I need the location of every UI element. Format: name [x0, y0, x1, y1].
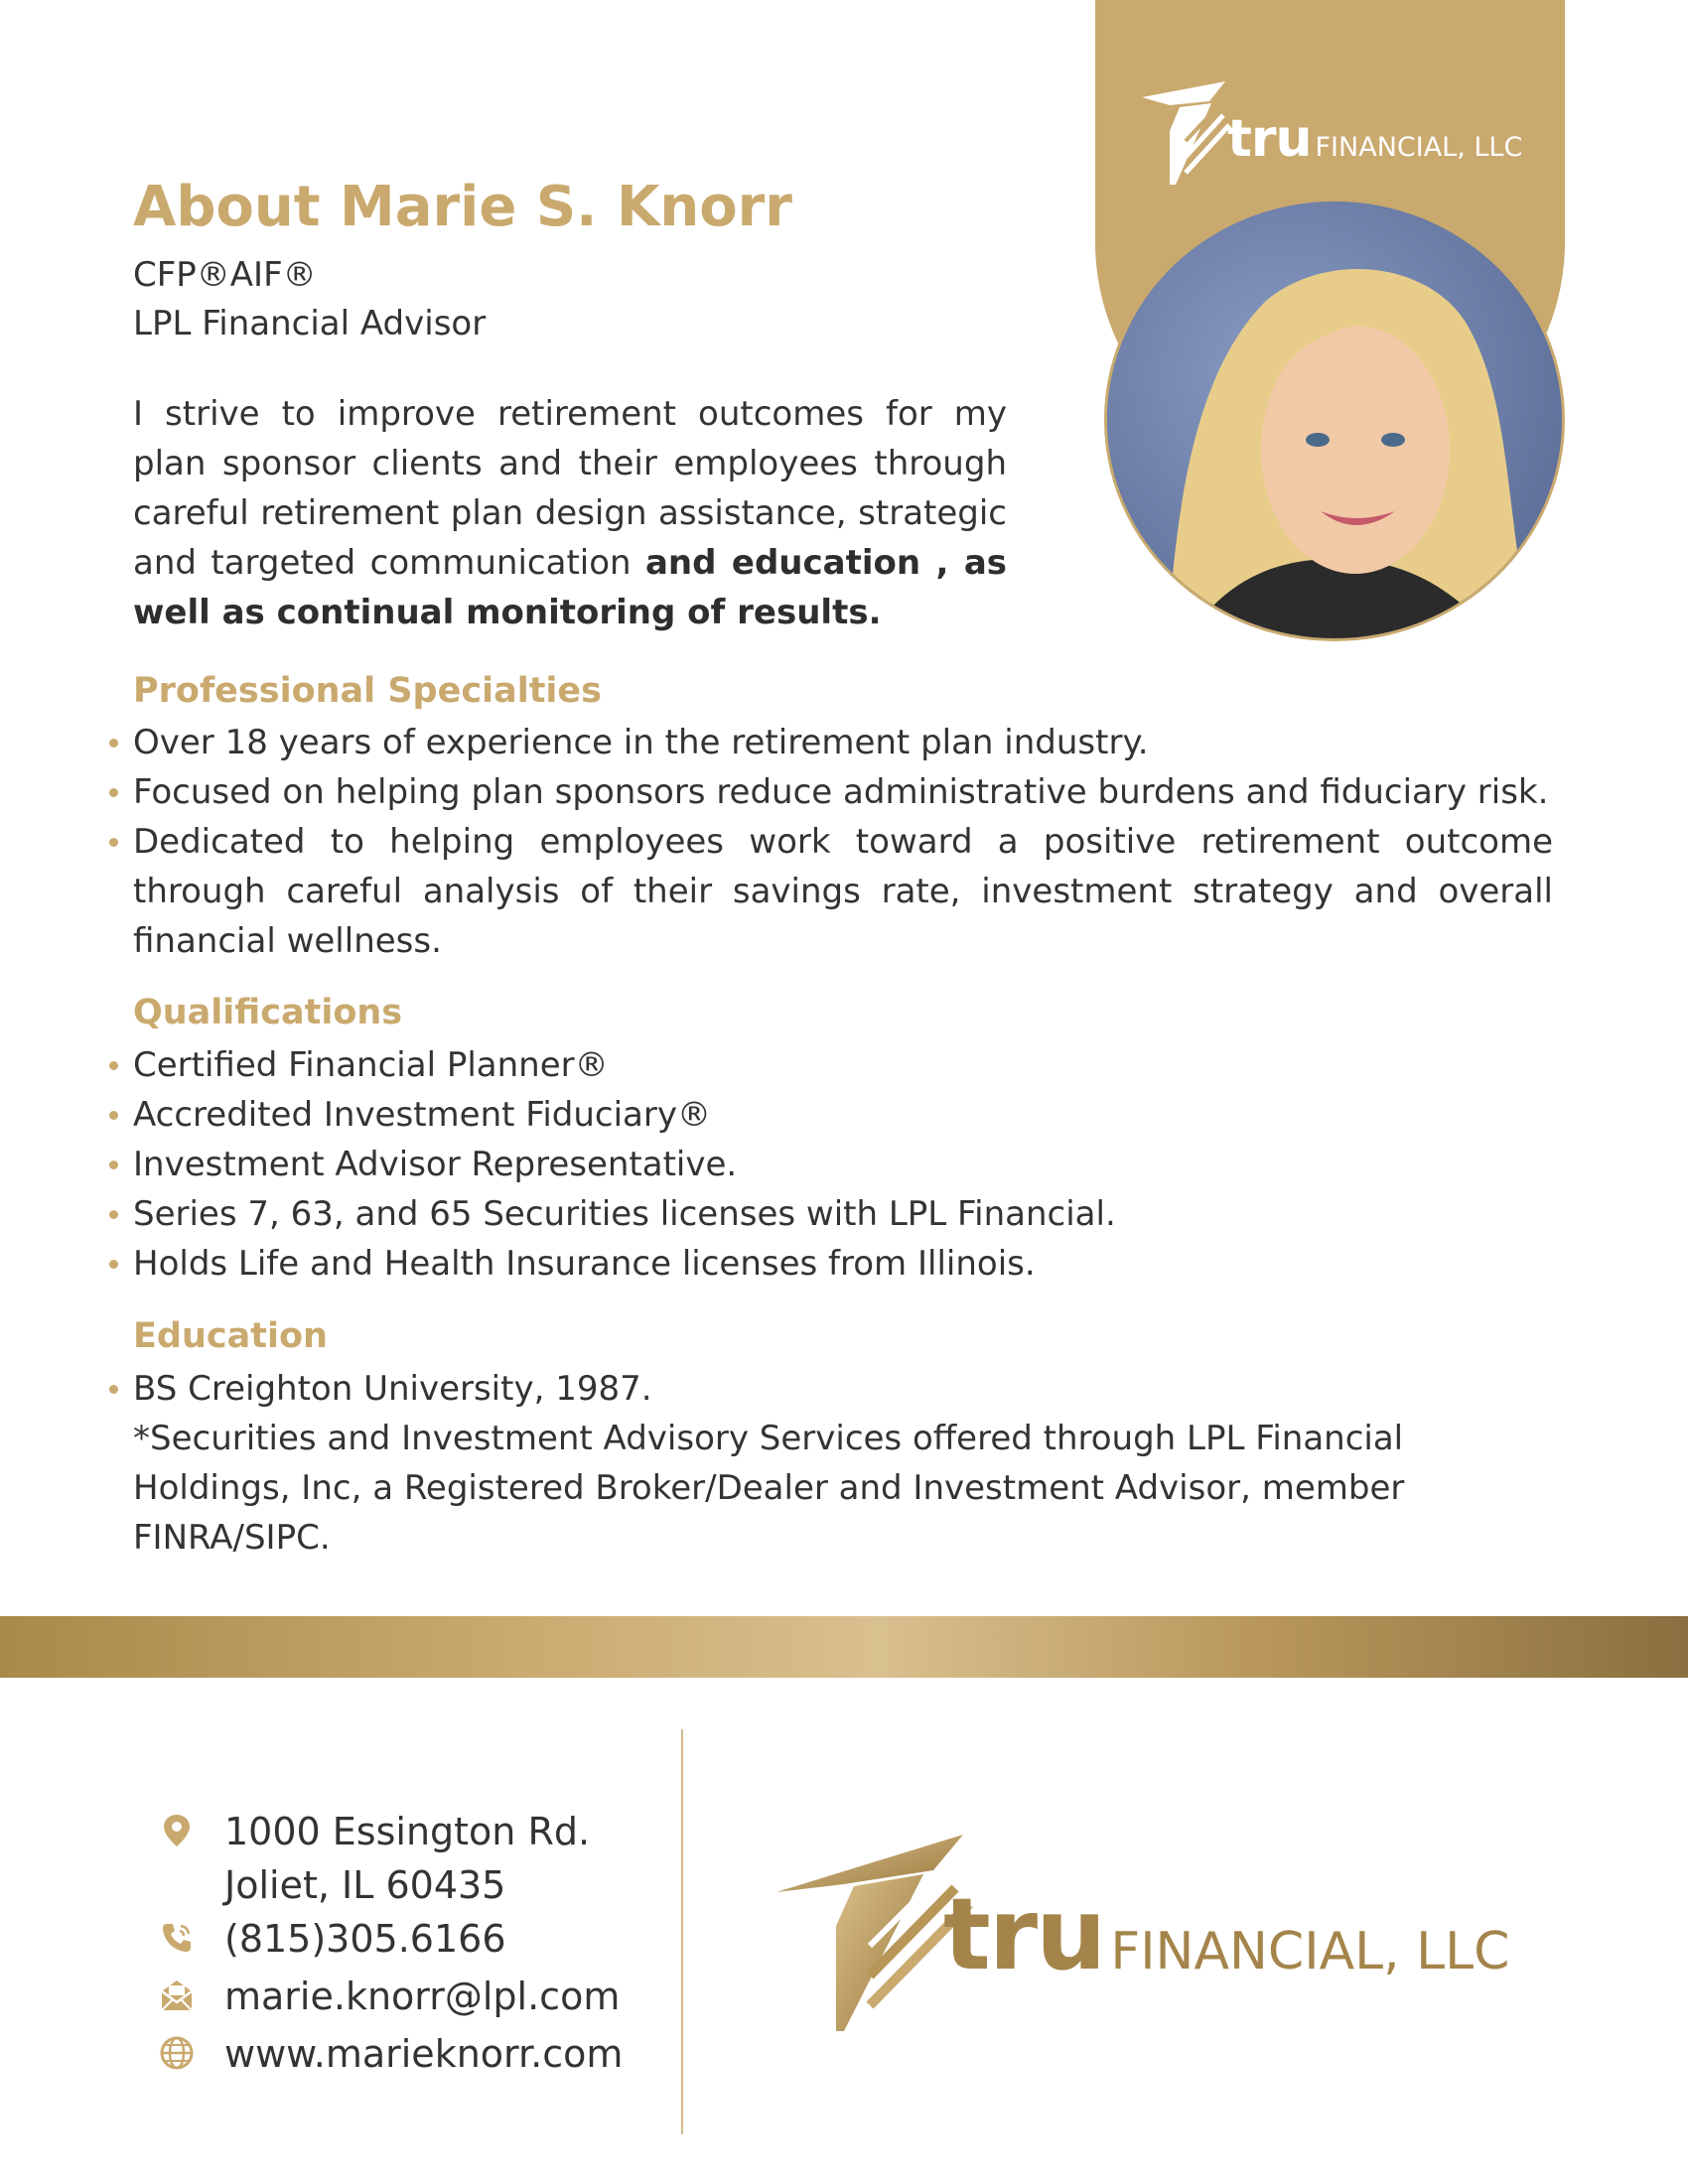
address-line-1: 1000 Essington Rd.: [224, 1810, 591, 1853]
list-item: Focused on helping plan sponsors reduce administrative burdens and fiduciary risk.: [133, 767, 1553, 817]
logo-financial-text: FINANCIAL, LLC: [1315, 132, 1523, 163]
advisor-portrait: [1104, 199, 1565, 641]
list-item: Dedicated to helping employees work toward a positive retirement outcome through careful analysis of their savings rate, investment strategy and overall financial wellness.: [133, 817, 1553, 966]
portrait-illustration: [1107, 202, 1562, 638]
list-item: Certified Financial Planner®: [133, 1040, 1553, 1090]
website-link[interactable]: www.marieknorr.com: [224, 2032, 624, 2076]
specialties-list: [133, 718, 1553, 966]
list-item: BS Creighton University, 1987.: [133, 1364, 1553, 1414]
globe-icon: [159, 2035, 195, 2071]
qualifications-list: [133, 1040, 1553, 1289]
bullet-icon: [109, 1160, 118, 1169]
list-item: Over 18 years of experience in the retirement plan industry.: [133, 718, 1553, 767]
address-line-2: Joliet, IL 60435: [224, 1863, 506, 1907]
envelope-icon: [159, 1978, 195, 2013]
tru-financial-logo-footer: [774, 1827, 1549, 2035]
logo-tru-text: tru: [1227, 109, 1312, 169]
list-item: Investment Advisor Representative.: [133, 1140, 1553, 1189]
phone-number[interactable]: (815)305.6166: [224, 1917, 506, 1961]
bullet-icon: [109, 1111, 118, 1120]
logo-wordmark: [1227, 109, 1522, 169]
bullet-icon: [109, 788, 118, 797]
location-pin-icon: [159, 1813, 195, 1848]
specialties-heading: Professional Specialties: [133, 671, 603, 711]
bullet-icon: [109, 1260, 118, 1269]
gold-divider-band: [0, 1616, 1688, 1678]
logo-tru-text: tru: [943, 1876, 1105, 1992]
logo-wordmark: [943, 1876, 1509, 1992]
education-heading: Education: [133, 1316, 328, 1356]
credentials: CFP®AIF®: [133, 255, 317, 295]
list-item: Series 7, 63, and 65 Securities licenses with LPL Financial.: [133, 1189, 1553, 1239]
qualifications-heading: Qualifications: [133, 993, 403, 1032]
list-item: Accredited Investment Fiduciary®: [133, 1090, 1553, 1140]
intro-text: I strive to improve retirement outcomes for my plan sponsor clients and their employees through careful retirement plan design assistance, strategic and targeted communication: [133, 394, 1007, 583]
logo-financial-text: FINANCIAL, LLC: [1110, 1922, 1510, 1981]
bullet-icon: [109, 1385, 118, 1394]
tru-financial-logo-top: [1140, 81, 1537, 191]
intro-bold-text: and education , as well as continual monitoring of results.: [133, 543, 1007, 632]
education-list: [133, 1364, 1553, 1414]
tru-logo-mark-icon: [1140, 81, 1239, 185]
list-item: Holds Life and Health Insurance licenses from Illinois.: [133, 1239, 1553, 1289]
bullet-icon: [109, 838, 118, 847]
email-link[interactable]: marie.knorr@lpl.com: [224, 1975, 621, 2018]
page-title: About Marie S. Knorr: [133, 175, 792, 239]
footer-vertical-divider: [681, 1729, 683, 2134]
bullet-icon: [109, 1210, 118, 1219]
advisor-role: LPL Financial Advisor: [133, 304, 487, 343]
bullet-icon: [109, 1061, 118, 1070]
bullet-icon: [109, 739, 118, 748]
intro-paragraph: [133, 389, 1007, 637]
securities-disclaimer: *Securities and Investment Advisory Services offered through LPL Financial Holdings, Inc, a Registered Broker/Dealer and Investment Advisor, member FINRA/SIPC.: [133, 1419, 1405, 1558]
phone-icon: [159, 1920, 195, 1956]
